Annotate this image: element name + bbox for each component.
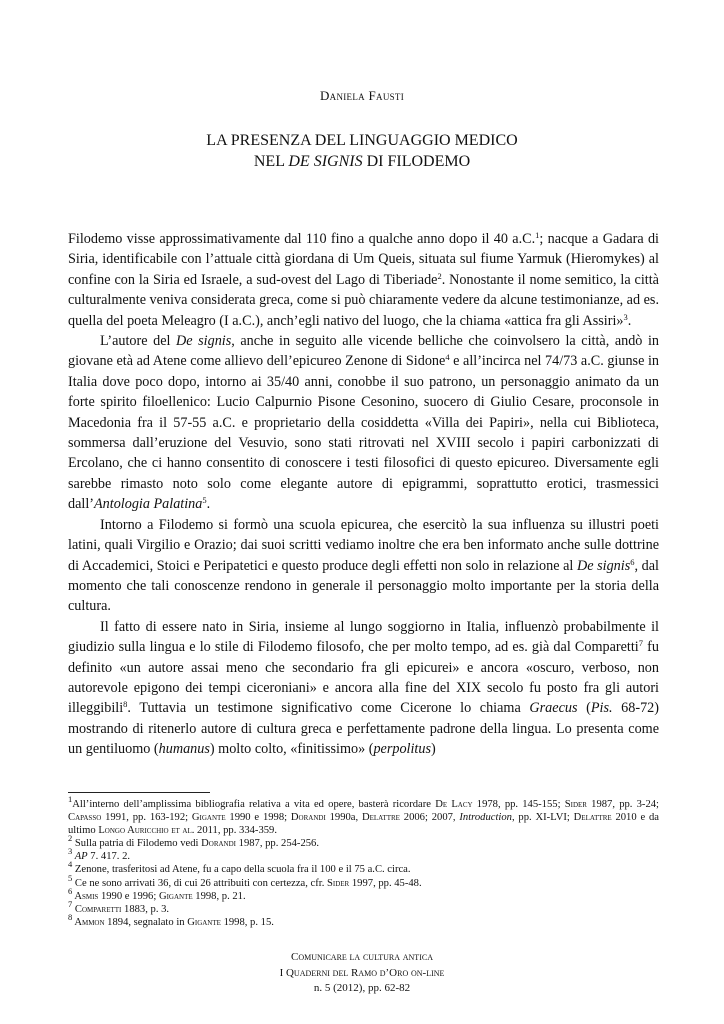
text: Zenone, trasferitosi ad Atene, fu a capo della scuola fra il 100 e il 75 a.C. circa.	[72, 864, 411, 876]
footnote-2	[68, 833, 659, 850]
title-line-1: LA PRESENZA DEL LINGUAGGIO MEDICO	[206, 132, 518, 149]
title-text: NEL	[253, 153, 289, 170]
footnote-1	[68, 794, 659, 837]
cited-author: Delattre	[573, 812, 612, 824]
cited-author: Gigante	[158, 890, 193, 902]
footnote-number: 7	[68, 898, 73, 909]
text: Sulla patria di Filodemo vedi	[72, 838, 202, 850]
title-text: DI FILODEMO	[362, 153, 471, 170]
body-text	[68, 229, 659, 760]
cited-author: Dorandi	[290, 812, 326, 824]
footnote-number: 2	[68, 833, 73, 844]
italic-text: Antologia Palatina	[94, 496, 203, 513]
text: 7. 417. 2.	[87, 851, 131, 863]
paragraph-4	[68, 617, 659, 760]
text: 1883, p. 3.	[121, 903, 170, 915]
footnote-number: 4	[68, 859, 73, 870]
footnote-number: 8	[68, 911, 73, 922]
text: , pp. XI-LVI;	[511, 812, 574, 824]
cited-author: Sider	[564, 799, 587, 810]
text: Ce ne sono arrivati 36, di cui 26 attribuiti con certezza, cfr.	[72, 877, 327, 889]
footnote-7	[68, 898, 659, 916]
text: 1990a,	[325, 812, 362, 824]
paragraph-3	[68, 515, 659, 617]
title-italic: DE SIGNIS	[288, 153, 363, 170]
footnote-ref[interactable]: 5	[202, 495, 207, 506]
page-footer	[0, 950, 724, 997]
text: ; nacque a Gadara di Siria, identificabile con l’attuale città giordana di Um Queis, situata sul fiume Yarmuk (Hieromykes) al confine con la Siria ed Israele, a sud-ovest del Lago di Tiberiade	[68, 231, 659, 288]
text: All’interno dell’amplissima bibliografia relativa a vita ed opere, basterà ricordare	[72, 799, 436, 810]
cited-author: Asmis	[72, 890, 99, 902]
text: , dal momento che tali conoscenze rendono in generale il personaggio molto importante per la storia della cultura.	[68, 557, 659, 615]
footnote-5	[68, 872, 659, 890]
text: (	[577, 700, 591, 717]
cited-author: Delattre	[361, 812, 400, 824]
cited-author: Ammon	[72, 916, 105, 928]
footnote-ref[interactable]: 4	[445, 352, 450, 363]
footnote-ref[interactable]: 6	[630, 556, 635, 567]
journal-series: I Quaderni del Ramo d’Oro on-line	[279, 966, 445, 979]
author-name: Daniela Fausti	[319, 88, 405, 103]
paragraph-1	[68, 229, 659, 331]
italic-text: humanus	[158, 741, 210, 758]
text: . Tuttavia un testimone significativo come Cicerone lo chiama	[127, 700, 530, 717]
text: 2006; 2007,	[399, 812, 460, 824]
text: fu definito «un autore assai meno che secondario fra gli epicurei» e ancora «oscuro, verboso, non autorevole epigono dei tempi ciceroniani» e ancora alla fine del XIX secolo fu posto fra gli autori illeggibili	[68, 639, 659, 717]
text: 68-72) mostrando di ritenerlo autore di cultura greca e perfettamente padrone della lingua. Lo presenta come un gentiluomo (	[68, 700, 659, 758]
text: 1990 e 1996;	[98, 890, 159, 902]
italic-text: AP	[72, 851, 88, 863]
italic-text: De signis	[176, 333, 232, 350]
text: 1978, pp. 145-155;	[472, 799, 565, 810]
footnotes	[68, 794, 659, 929]
footnote-ref[interactable]: 3	[623, 311, 628, 322]
footnote-4	[68, 859, 659, 876]
footnote-number: 5	[68, 872, 73, 883]
text: 1998, p. 21.	[192, 890, 246, 902]
title-line-2	[0, 151, 724, 172]
text: , anche in seguito alle vicende belliche che coinvolsero la città, andò in giovane età ad Atene come allievo dell’epicureo Zenone di Sidone	[68, 333, 660, 370]
text: 1894, segnalato in	[104, 916, 188, 928]
footnote-ref[interactable]: 7	[638, 638, 644, 649]
footnote-divider	[68, 792, 210, 793]
text: Il fatto di essere nato in Siria, insieme al lungo soggiorno in Italia, influenzò probabilmente il giudizio sulla lingua e lo stile di Filodemo filosofo, che per molto tempo, ad es. già dal Comparetti	[68, 618, 659, 656]
cited-author: Dorandi	[201, 838, 236, 850]
text: .	[627, 312, 632, 329]
text: 1998, p. 15.	[220, 916, 274, 928]
text: L’autore del	[100, 333, 177, 350]
text: Filodemo visse approssimativamente dal 110 fino a qualche anno dopo il 40 a.C.	[68, 231, 536, 247]
cited-author: Capasso	[68, 812, 102, 824]
text: )	[430, 741, 436, 758]
text: 2011, pp. 334-359.	[194, 825, 277, 837]
footnote-6	[68, 885, 659, 903]
text: Intorno a Filodemo si formò una scuola epicurea, che esercitò la sua influenza su illustri poeti latini, quali Virgilio e Orazio; dai suoi scritti vediamo inoltre che era ben informato anche sulle dottrine di Accademici, Stoici e Peripatetici e questo produce degli effetti non solo in relazione al	[68, 516, 659, 574]
footnote-8	[68, 911, 659, 929]
text: 1987, pp. 3-24;	[586, 799, 659, 810]
text: 2010 e da ultimo	[68, 812, 659, 837]
footnote-number: 1	[68, 794, 73, 804]
text: 1991, pp. 163-192;	[101, 812, 192, 824]
cited-author: Gigante	[191, 812, 226, 824]
paragraph-2	[68, 331, 659, 515]
italic-text: Introduction	[459, 812, 512, 824]
footnote-number: 6	[68, 885, 73, 896]
text: . Nonostante il nome semitico, la città culturalmente veniva considerata greca, come si può chiaramente vedere da alcune testimonianze, ad es. quella del poeta Meleagro (I a.C.), anch’egli nativo del luogo, che la chiama «attica fra gli Assiri»	[68, 271, 659, 329]
italic-text: perpolitus	[373, 741, 431, 758]
footnote-ref[interactable]: 8	[123, 699, 128, 710]
footnote-number: 3	[68, 846, 73, 857]
text: 1990 e 1998;	[225, 812, 291, 824]
italic-text: Graecus	[529, 700, 578, 717]
article-title	[0, 130, 724, 172]
italic-text: De signis	[576, 557, 631, 574]
footnote-3	[68, 846, 659, 863]
cited-author: Gigante	[187, 916, 221, 928]
text: 1987, pp. 254-256.	[236, 838, 319, 850]
cited-author: Sider	[327, 877, 350, 889]
journal-name: Comunicare la cultura antica	[291, 951, 433, 963]
italic-text: Pis.	[590, 700, 613, 717]
issue-pages: n. 5 (2012), pp. 62-82	[313, 982, 411, 994]
cited-author: Longo Auricchio et al.	[98, 825, 195, 837]
footnote-ref[interactable]: 2	[437, 270, 442, 281]
footnote-ref[interactable]: 1	[535, 230, 540, 240]
text: .	[206, 496, 211, 513]
text: ) molto colto, «finitissimo» (	[209, 741, 374, 758]
cited-author: Comparetti	[72, 903, 122, 915]
cited-author: De Lacy	[435, 799, 473, 810]
text: 1997, pp. 45-48.	[349, 877, 422, 889]
text: e all’incirca nel 74/73 a.C. giunse in Italia dove poco dopo, intorno ai 35/40 anni, conobbe il suo patrono, un personaggio animato da un forte spirito filoellenico: Lucio Calpurnio Pisone Cesonino, suocero di Giulio Cesare, proconsole in Macedonia fra il 57-55 a.C. e proprietario della cosiddetta «Villa dei Papiri», nella cui Biblioteca, sommersa dall’eruzione del Vesuvio, sono stati ritrovati nel XVIII secolo i papiri carbonizzati di Ercolano, che ci hanno consentito di conoscere i testi filosofici di questo epicureo. Diversamente egli sarebbe rimasto noto solo come elegante autore di epigrammi, soprattutto erotici, trasmessici dall’	[68, 353, 659, 513]
